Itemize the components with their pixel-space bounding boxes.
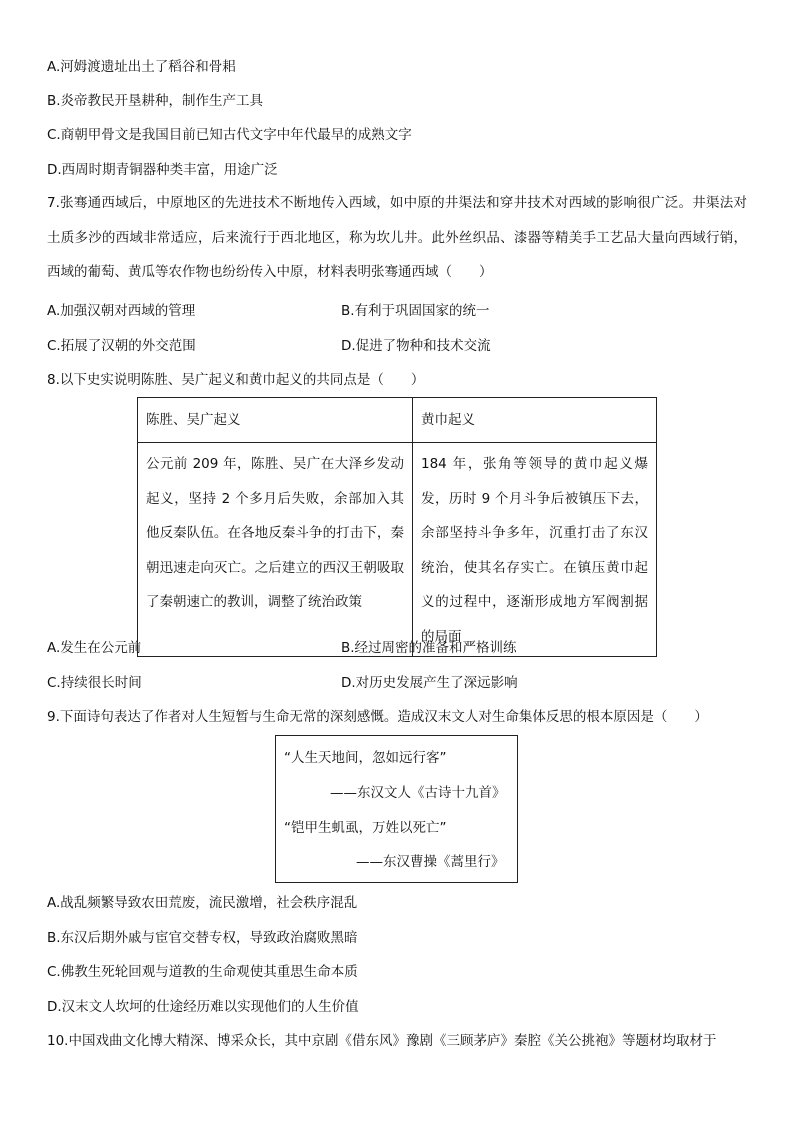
q9-option-d[interactable]: D.汉末文人坎坷的仕途经历难以实现他们的人生价值: [47, 999, 359, 1015]
poem-source-2: ——东汉曹操《蒿里行》: [356, 854, 505, 870]
q8-option-d[interactable]: D.对历史发展产生了深远影响: [341, 675, 518, 691]
table-cell-chen-wu: 公元前 209 年，陈胜、吴广在大泽乡发动起义，坚持 2 个多月后失败，余部加入其他反秦队伍。在各地反秦斗争的打击下，秦朝迅速走向灭亡。之后建立的西汉王朝吸取了秦朝速亡的教训，调整了统治政策: [138, 443, 413, 657]
q6-option-d[interactable]: D.西周时期青铜器种类丰富，用途广泛: [47, 162, 278, 178]
q7-option-d[interactable]: D.促进了物种和技术交流: [341, 338, 491, 354]
q7-option-b[interactable]: B.有利于巩固国家的统一: [341, 303, 490, 319]
table-header-row: [138, 398, 657, 443]
q7-option-a[interactable]: A.加强汉朝对西域的管理: [47, 303, 196, 319]
poem-line-2: “铠甲生虮虱，万姓以死亡”: [284, 820, 447, 836]
q6-option-b[interactable]: B.炎帝教民开垦耕种，制作生产工具: [47, 93, 264, 109]
table-row: [138, 443, 657, 657]
q8-option-a[interactable]: A.发生在公元前: [47, 640, 142, 656]
table-header-chen-wu: 陈胜、吴广起义: [138, 398, 413, 443]
q9-option-a[interactable]: A.战乱频繁导致农田荒废，流民激增，社会秩序混乱: [47, 895, 358, 911]
q7-option-c[interactable]: C.拓展了汉朝的外交范围: [47, 338, 196, 354]
q8-option-c[interactable]: C.持续很长时间: [47, 675, 142, 691]
q6-option-a[interactable]: A.河姆渡遗址出土了稻谷和骨耜: [47, 59, 236, 75]
q9-stem: 9.下面诗句表达了作者对人生短暂与生命无常的深刻感慨。造成汉末文人对生命集体反思的根本原因是（ ）: [47, 709, 708, 725]
q9-poem-box: [275, 735, 518, 883]
table-header-yellow-turban: 黄巾起义: [413, 398, 657, 443]
q8-stem: 8.以下史实说明陈胜、吴广起义和黄巾起义的共同点是（ ）: [47, 372, 425, 388]
q6-option-c[interactable]: C.商朝甲骨文是我国目前已知古代文字中年代最早的成熟文字: [47, 127, 412, 143]
q8-option-b[interactable]: B.经过周密的准备和严格训练: [341, 640, 517, 656]
q7-stem: 7.张骞通西域后，中原地区的先进技术不断地传入西域，如中原的井渠法和穿井技术对西域的影响很广泛。井渠法对土质多沙的西域非常适应，后来流行于西北地区，称为坎儿井。此外丝织品、漆器等精美手工艺品大量向西域行销，西域的葡萄、黄瓜等农作物也纷纷传入中原，材料表明张骞通西域（ ）: [47, 195, 747, 280]
poem-line-1: “人生天地间，忽如远行客”: [284, 750, 447, 766]
q9-option-b[interactable]: B.东汉后期外戚与宦官交替专权，导致政治腐败黑暗: [47, 930, 358, 946]
q9-option-c[interactable]: C.佛教生死轮回观与道教的生命观使其重思生命本质: [47, 964, 358, 980]
table-cell-yellow-turban: 184 年，张角等领导的黄巾起义爆发，历时 9 个月斗争后被镇压下去，余部坚持斗争多年，沉重打击了东汉统治，使其名存实亡。在镇压黄巾起义的过程中，逐渐形成地方军阀割据的局面: [413, 443, 657, 657]
q8-comparison-table: [137, 397, 657, 657]
q10-stem: 10.中国戏曲文化博大精深、博采众长，其中京剧《借东风》豫剧《三顾茅庐》秦腔《关公挑袍》等题材均取材于: [47, 1033, 717, 1049]
poem-source-1: ——东汉文人《古诗十九首》: [330, 785, 506, 801]
